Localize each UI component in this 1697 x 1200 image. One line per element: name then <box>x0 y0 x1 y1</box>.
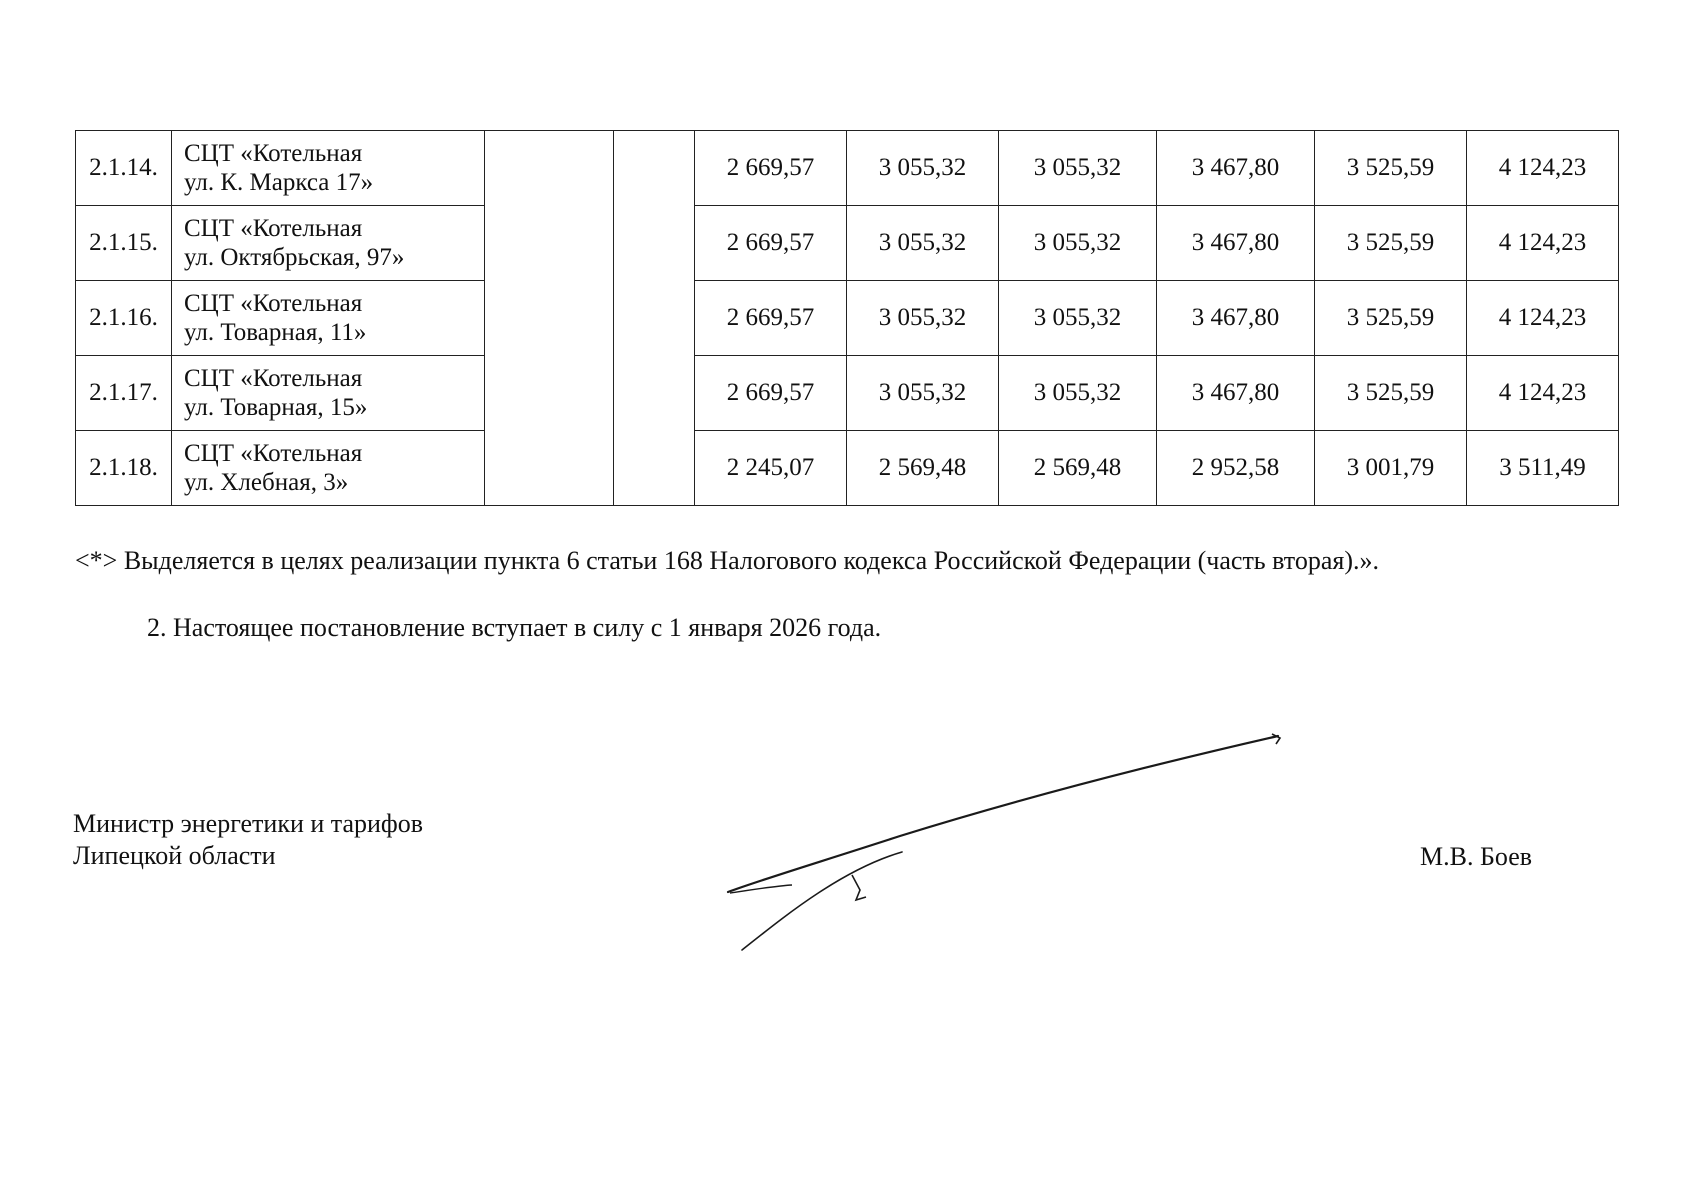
facility-name <box>172 281 485 356</box>
tariff-value: 3 055,32 <box>847 206 999 281</box>
facility-name-line1: СЦТ «Котельная <box>184 440 363 467</box>
signer-title <box>73 808 423 872</box>
tariff-value: 2 669,57 <box>695 356 847 431</box>
tariff-value: 2 245,07 <box>695 431 847 506</box>
empty-merged-cell <box>614 356 695 431</box>
empty-merged-cell <box>485 356 614 431</box>
tariff-value: 4 124,23 <box>1467 131 1619 206</box>
signer-title-line1: Министр энергетики и тарифов <box>73 809 424 838</box>
table-row <box>76 131 1619 206</box>
row-number: 2.1.18. <box>76 431 172 506</box>
tariff-value: 3 055,32 <box>999 356 1157 431</box>
facility-name-line2: ул. К. Маркса 17» <box>184 169 374 196</box>
tariff-value: 4 124,23 <box>1467 281 1619 356</box>
tariff-value: 3 467,80 <box>1157 356 1315 431</box>
table-row <box>76 281 1619 356</box>
tariff-value: 3 525,59 <box>1315 131 1467 206</box>
tariff-value: 3 055,32 <box>847 281 999 356</box>
empty-merged-cell <box>614 206 695 281</box>
tariff-value: 2 669,57 <box>695 206 847 281</box>
signer-name: М.В. Боев <box>1420 842 1533 871</box>
facility-name <box>172 206 485 281</box>
empty-merged-cell <box>485 431 614 506</box>
tariff-value: 3 467,80 <box>1157 206 1315 281</box>
table-row <box>76 431 1619 506</box>
empty-merged-cell <box>485 206 614 281</box>
tariff-value: 3 055,32 <box>999 131 1157 206</box>
row-number: 2.1.17. <box>76 356 172 431</box>
empty-merged-cell <box>614 131 695 206</box>
tariff-value: 2 569,48 <box>847 431 999 506</box>
tariff-value: 2 952,58 <box>1157 431 1315 506</box>
facility-name-line1: СЦТ «Котельная <box>184 140 363 167</box>
tariff-value: 3 511,49 <box>1467 431 1619 506</box>
tariff-value: 3 467,80 <box>1157 131 1315 206</box>
facility-name-line2: ул. Товарная, 15» <box>184 394 368 421</box>
facility-name-line1: СЦТ «Котельная <box>184 215 363 242</box>
table-row <box>76 356 1619 431</box>
facility-name-line2: ул. Октябрьская, 97» <box>184 244 405 271</box>
row-number: 2.1.14. <box>76 131 172 206</box>
tariff-value: 3 055,32 <box>999 281 1157 356</box>
empty-merged-cell <box>485 131 614 206</box>
tariff-value: 4 124,23 <box>1467 356 1619 431</box>
facility-name <box>172 131 485 206</box>
facility-name-line2: ул. Товарная, 11» <box>184 319 367 346</box>
tariff-value: 3 001,79 <box>1315 431 1467 506</box>
tariff-value: 3 467,80 <box>1157 281 1315 356</box>
tariff-table <box>75 130 1619 506</box>
tariff-value: 3 525,59 <box>1315 206 1467 281</box>
tariff-value: 3 055,32 <box>847 131 999 206</box>
tariff-value: 2 569,48 <box>999 431 1157 506</box>
signer-title-line2: Липецкой области <box>73 841 276 870</box>
tariff-value: 3 055,32 <box>847 356 999 431</box>
tariff-value: 3 525,59 <box>1315 281 1467 356</box>
tariff-value: 3 055,32 <box>999 206 1157 281</box>
row-number: 2.1.16. <box>76 281 172 356</box>
facility-name <box>172 356 485 431</box>
tariff-value: 2 669,57 <box>695 281 847 356</box>
tariff-value: 4 124,23 <box>1467 206 1619 281</box>
empty-merged-cell <box>614 431 695 506</box>
empty-merged-cell <box>614 281 695 356</box>
row-number: 2.1.15. <box>76 206 172 281</box>
facility-name-line1: СЦТ «Котельная <box>184 290 363 317</box>
tariff-table-body <box>76 131 1619 506</box>
facility-name-line2: ул. Хлебная, 3» <box>184 469 349 496</box>
empty-merged-cell <box>485 281 614 356</box>
footnote: <*> Выделяется в целях реализации пункта 6 статьи 168 Налогового кодекса Российской Федерации (часть вторая).». <box>75 546 1379 575</box>
tariff-value: 3 525,59 <box>1315 356 1467 431</box>
tariff-value: 2 669,57 <box>695 131 847 206</box>
facility-name-line1: СЦТ «Котельная <box>184 365 363 392</box>
facility-name <box>172 431 485 506</box>
effective-date-clause: 2. Настоящее постановление вступает в силу с 1 января 2026 года. <box>147 613 882 642</box>
table-row <box>76 206 1619 281</box>
